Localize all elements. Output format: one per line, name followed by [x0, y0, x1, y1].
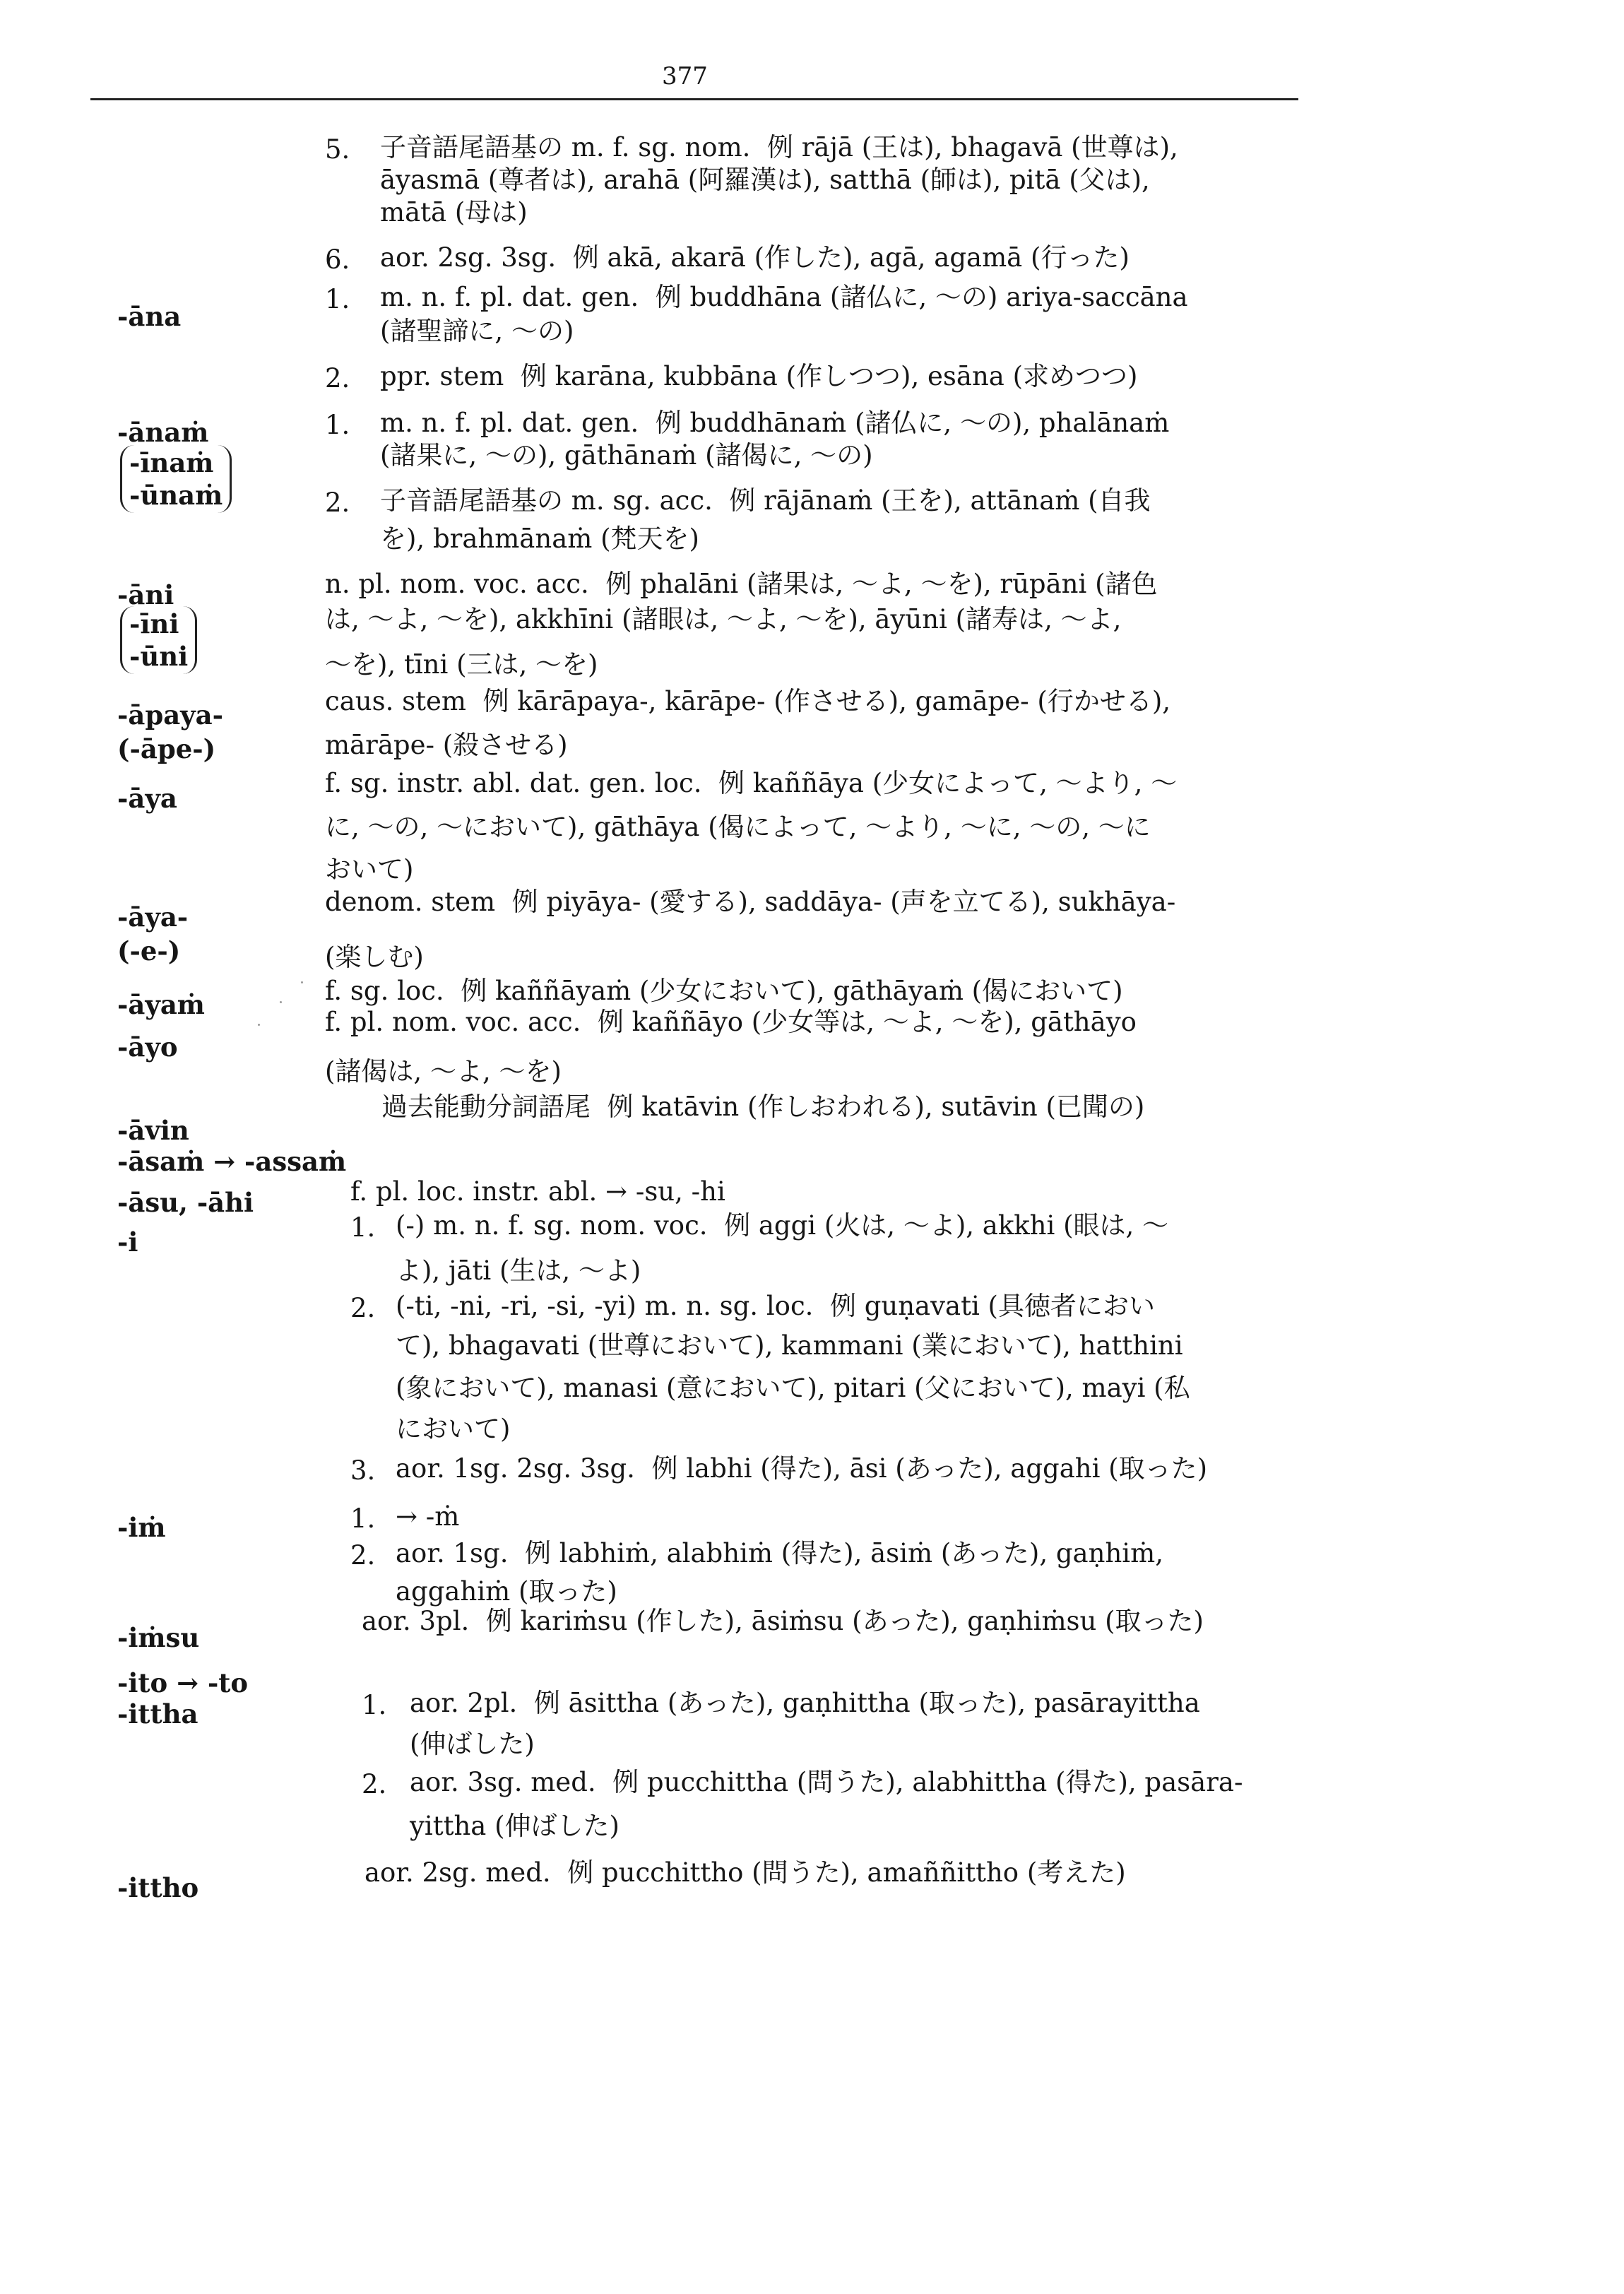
definition-line: (象において), manasi (意において), pitari (父において), mayi (私: [396, 1373, 1190, 1403]
definition-line: n. pl. nom. voc. acc. 例 phalāni (諸果は, ～よ, ～を), rūpāni (諸色: [325, 569, 1158, 599]
sense-number: 1.: [325, 410, 350, 440]
sense-number: 1.: [350, 1212, 376, 1243]
sense-number: 5.: [325, 134, 350, 165]
headword: -ito → -to: [117, 1667, 249, 1698]
definition-line: (伸ばした): [410, 1729, 535, 1759]
sense-number: 1.: [362, 1690, 387, 1720]
definition-line: ～を), tīni (三は, ～を): [325, 649, 598, 680]
sense-number: 2.: [350, 1293, 376, 1323]
header-rule: [90, 98, 1298, 100]
definition-line: 子音語尾語基の m. sg. acc. 例 rājānaṁ (王を), attānaṁ (自我: [380, 485, 1151, 516]
definition-line: は, ～よ, ～を), akkhīni (諸眼は, ～よ, ～を), āyūni (諸寿は, ～よ,: [325, 604, 1122, 634]
headword: -āni: [117, 579, 174, 610]
definition-line: f. pl. loc. instr. abl. → -su, -hi: [350, 1176, 725, 1207]
definition-line: aor. 2sg. 3sg. 例 akā, akarā (作した), agā, agamā (行った): [380, 242, 1130, 273]
definition-line: おいて): [325, 854, 414, 885]
scan-speck: [258, 1024, 260, 1026]
definition-line: て), bhagavati (世尊において), kammani (業において), hatthini: [396, 1330, 1183, 1361]
definition-line: (-ti, -ni, -ri, -si, -yi) m. n. sg. loc. 例 guṇavati (具徳者におい: [396, 1291, 1155, 1321]
definition-line: → -ṁ: [396, 1501, 460, 1532]
headword: -i: [117, 1226, 138, 1258]
sense-number: 2.: [350, 1540, 376, 1571]
headword: -āyo: [117, 1031, 178, 1063]
sense-number: 3.: [350, 1455, 376, 1486]
headword: -ānaṁ: [117, 417, 209, 448]
definition-line: denom. stem 例 piyāya- (愛する), saddāya- (声を立てる), sukhāya-: [325, 887, 1176, 917]
sense-number: 1.: [325, 284, 350, 314]
definition-line: f. sg. instr. abl. dat. gen. loc. 例 kaññāya (少女によって, ～より, ～: [325, 768, 1178, 798]
headword: -āya-: [117, 901, 189, 933]
variant-form: -ūni: [129, 641, 189, 672]
definition-line: mārāpe- (殺させる): [325, 730, 568, 760]
headword: -iṁ: [117, 1512, 166, 1543]
headword: -āsu, -āhi: [117, 1187, 254, 1218]
headword: -āyaṁ: [117, 989, 205, 1020]
definition-line: よ), jāti (生は, ～よ): [396, 1255, 641, 1286]
definition-line: m. n. f. pl. dat. gen. 例 buddhāna (諸仏に, ～の) ariya-saccāna: [380, 282, 1188, 312]
definition-line: (諸果に, ～の), gāthānaṁ (諸偈に, ～の): [380, 440, 873, 471]
definition-line: に, ～の, ～において), gāthāya (偈によって, ～より, ～に, ～の, ～に: [325, 812, 1151, 842]
headword: -āvin: [117, 1115, 189, 1146]
definition-line: 子音語尾語基の m. f. sg. nom. 例 rājā (王は), bhagavā (世尊は),: [380, 132, 1178, 162]
definition-line: f. pl. nom. voc. acc. 例 kaññāyo (少女等は, ～よ, ～を), gāthāyo: [325, 1007, 1137, 1037]
headword: -āna: [117, 301, 182, 332]
sense-number: 6.: [325, 244, 350, 275]
definition-line: aor. 3sg. med. 例 pucchittha (問うた), alabhittha (得た), pasāra-: [410, 1767, 1243, 1797]
definition-line: mātā (母は): [380, 197, 528, 227]
definition-line: (楽しむ): [325, 942, 424, 972]
variant-form: -ūnaṁ: [129, 480, 223, 511]
scan-speck: [301, 981, 303, 983]
page-number: 377: [662, 62, 708, 90]
variant-form: -īnaṁ: [129, 447, 214, 478]
definition-line: aggahiṁ (取った): [396, 1576, 617, 1607]
headword: -ittho: [117, 1872, 199, 1903]
definition-line: aor. 1sg. 2sg. 3sg. 例 labhi (得た), āsi (あった), aggahi (取った): [396, 1453, 1208, 1484]
headword: -āpaya-: [117, 699, 224, 731]
definition-line: aor. 2sg. med. 例 pucchittho (問うた), amaññittho (考えた): [364, 1857, 1126, 1888]
variant-forms: [120, 606, 197, 674]
definition-line: (-) m. n. f. sg. nom. voc. 例 aggi (火は, ～よ), akkhi (眼は, ～: [396, 1210, 1169, 1241]
sense-number: 2.: [325, 363, 350, 394]
definition-line: 過去能動分詞語尾 例 katāvin (作しおわれる), sutāvin (已聞の): [381, 1092, 1145, 1122]
variant-form: -īni: [129, 608, 179, 639]
definition-line: yittha (伸ばした): [410, 1811, 620, 1841]
definition-line: caus. stem 例 kārāpaya-, kārāpe- (作させる), gamāpe- (行かせる),: [325, 686, 1171, 716]
headword: -ittha: [117, 1698, 198, 1730]
headword: (-e-): [117, 935, 181, 966]
headword: -āsaṁ → -assaṁ: [117, 1146, 347, 1177]
sense-number: 1.: [350, 1503, 376, 1534]
headword: (-āpe-): [117, 733, 216, 764]
sense-number: 2.: [325, 487, 350, 518]
definition-line: において): [396, 1414, 511, 1444]
variant-forms: [120, 445, 232, 513]
headword: -āya: [117, 783, 177, 814]
definition-line: m. n. f. pl. dat. gen. 例 buddhānaṁ (諸仏に, ～の), phalānaṁ: [380, 408, 1170, 438]
sense-number: 2.: [362, 1769, 387, 1799]
definition-line: ppr. stem 例 karāna, kubbāna (作しつつ), esāna (求めつつ): [380, 361, 1138, 391]
headword: -iṁsu: [117, 1622, 200, 1653]
scan-speck: [280, 1001, 282, 1003]
definition-line: āyasmā (尊者は), arahā (阿羅漢は), satthā (師は), pitā (父は),: [380, 165, 1150, 195]
definition-line: (諸偈は, ～よ, ～を): [325, 1056, 562, 1087]
definition-line: f. sg. loc. 例 kaññāyaṁ (少女において), gāthāyaṁ (偈において): [325, 976, 1123, 1006]
definition-line: aor. 2pl. 例 āsittha (あった), gaṇhittha (取った), pasārayittha: [410, 1688, 1200, 1718]
definition-line: を), brahmānaṁ (梵天を): [380, 524, 699, 554]
definition-line: (諸聖諦に, ～の): [380, 316, 574, 346]
definition-line: aor. 1sg. 例 labhiṁ, alabhiṁ (得た), āsiṁ (あった), gaṇhiṁ,: [396, 1538, 1163, 1568]
definition-line: aor. 3pl. 例 kariṁsu (作した), āsiṁsu (あった), gaṇhiṁsu (取った): [362, 1606, 1204, 1636]
